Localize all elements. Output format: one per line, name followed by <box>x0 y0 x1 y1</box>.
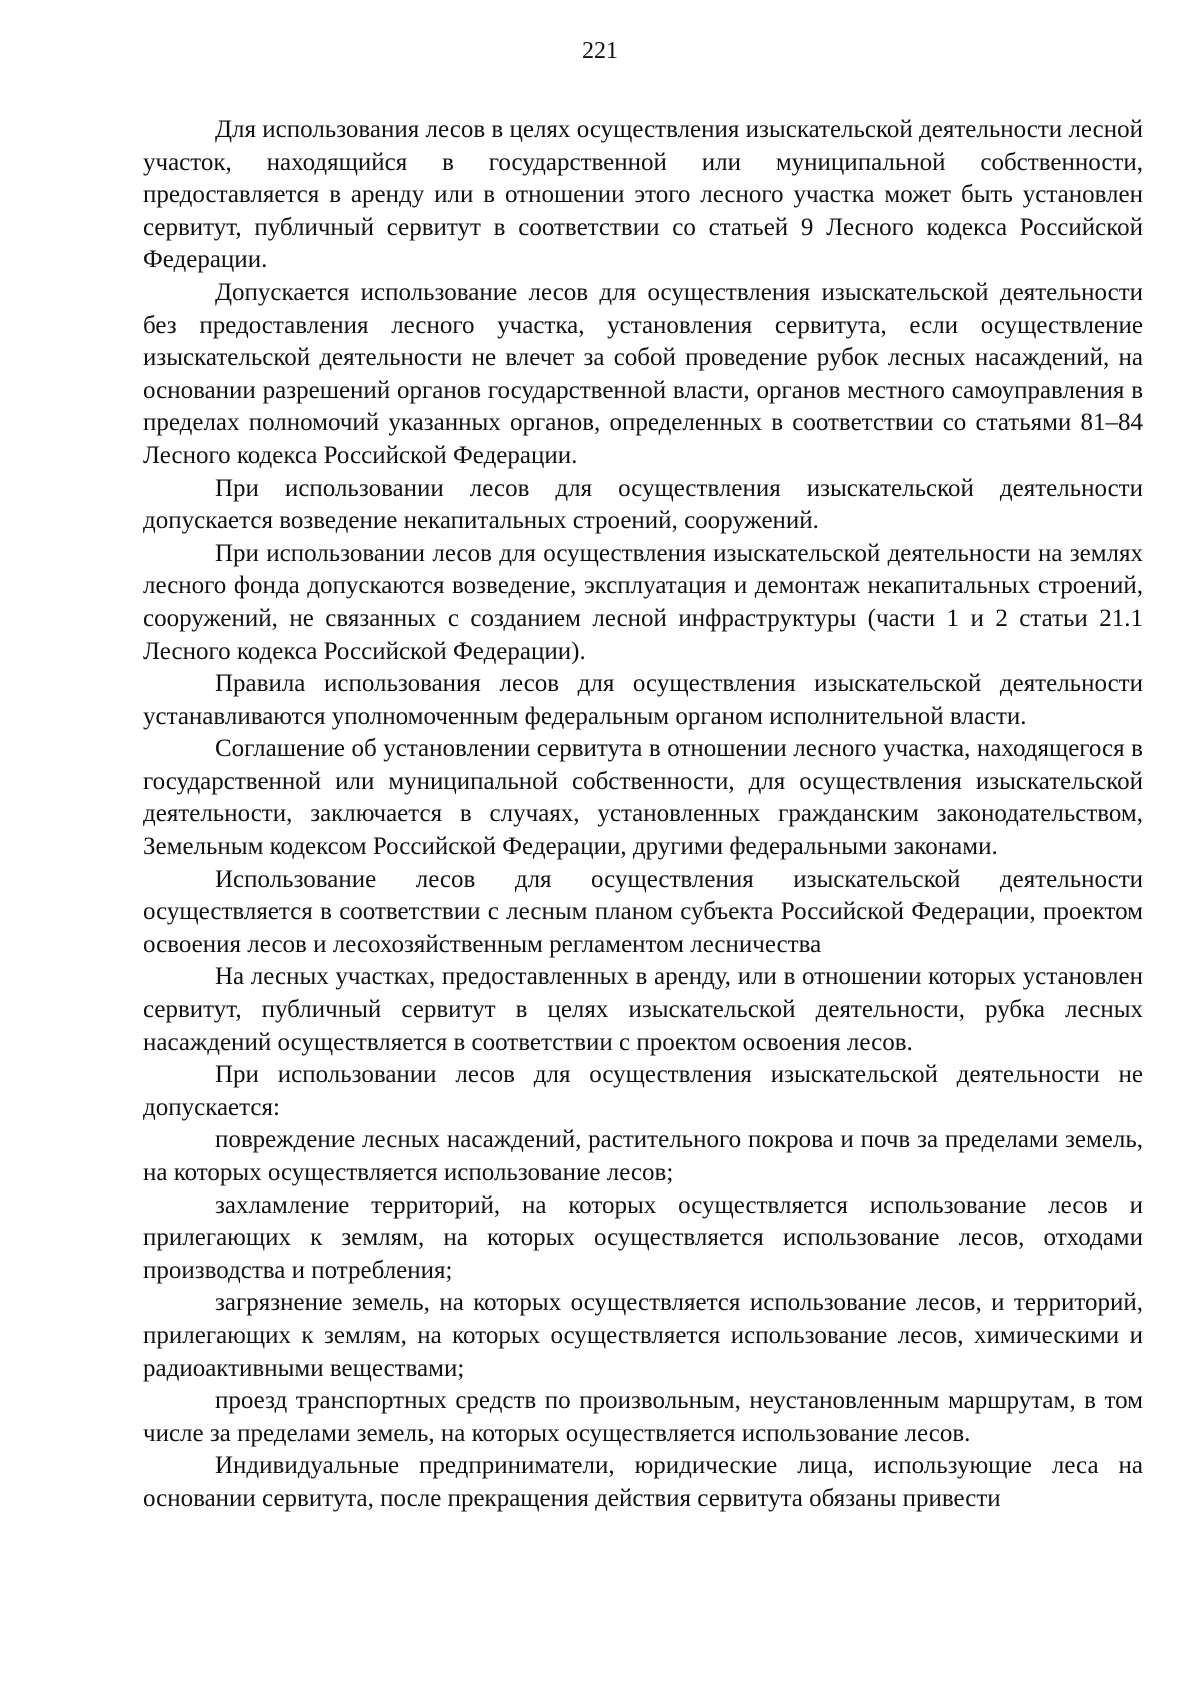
paragraph-forest-fund-lands: При использовании лесов для осуществления изыскательской деятельности на землях лесного фонда допускаются возведение, эксплуатация и демонтаж некапитальных строений, сооружений, не связанных с созданием лесной инфраструктуры (части 1 и 2 статьи 21.1 Лесного кодекса Российской Федерации). <box>143 539 1143 665</box>
list-item-vehicles: проезд транспортных средств по произвольным, неустановленным маршрутам, в том числе за пределами земель, на которых осуществляется использование лесов. <box>143 1387 1143 1447</box>
list-item-damage: повреждение лесных насаждений, растительного покрова и почв за пределами земель, на которых осуществляется использование лесов; <box>143 1126 1143 1186</box>
paragraph-forest-plan: Использование лесов для осуществления изыскательской деятельности осуществляется в соответствии с лесным планом субъекта Российской Федерации, проектом освоения лесов и лесохозяйственным регламентом лесничества <box>143 865 1143 958</box>
list-item-pollution: загрязнение земель, на которых осуществляется использование лесов, и территорий, прилегающих к землям, на которых осуществляется использование лесов, химическими и радиоактивными веществами; <box>143 1289 1143 1382</box>
paragraph-prohibited-intro: При использовании лесов для осуществления изыскательской деятельности не допускается: <box>143 1061 1143 1121</box>
paragraph-noncapital-structures: При использовании лесов для осуществления изыскательской деятельности допускается возведение некапитальных строений, сооружений. <box>143 474 1143 535</box>
paragraph-use-without-plot: Допускается использование лесов для осуществления изыскательской деятельности без предоставления лесного участка, установления сервитута, если осуществление изыскательской деятельности не влечет за собой проведение рубок лесных насаждений, на основании разрешений органов государственной власти, органов местного самоуправления в пределах полномочий указанных органов, определенных в соответствии со статьями 81–84 Лесного кодекса Российской Федерации. <box>143 278 1143 469</box>
page-number: 221 <box>582 38 618 64</box>
paragraph-servitude-agreement: Соглашение об установлении сервитута в отношении лесного участка, находящегося в государственной или муниципальной собственности, для осуществления изыскательской деятельности, заключается в случаях, установленных гражданским законодательством, Земельным кодексом Российской Федерации, другими федеральными законами. <box>143 735 1143 861</box>
paragraph-logging: На лесных участках, предоставленных в аренду, или в отношении которых установлен сервитут, публичный сервитут в целях изыскательской деятельности, рубка лесных насаждений осуществляется в соответствии с проектом освоения лесов. <box>143 963 1143 1056</box>
list-item-littering: захламление территорий, на которых осуществляется использование лесов и прилегающих к землям, на которых осуществляется использование лесов, отходами производства и потребления; <box>143 1191 1143 1284</box>
paragraph-servitude-termination: Индивидуальные предприниматели, юридические лица, использующие леса на основании сервитута, после прекращения действия сервитута обязаны привести <box>143 1452 1143 1512</box>
paragraph-rules-of-use: Правила использования лесов для осуществления изыскательской деятельности устанавливаются уполномоченным федеральным органом исполнительной власти. <box>143 670 1143 730</box>
document-body <box>143 114 1143 1516</box>
paragraph-lease-or-servitude: Для использования лесов в целях осуществления изыскательской деятельности лесной участок, находящийся в государственной или муниципальной собственности, предоставляется в аренду или в отношении этого лесного участка может быть установлен сервитут, публичный сервитут в соответствии со статьей 9 Лесного кодекса Российской Федерации. <box>143 116 1143 274</box>
